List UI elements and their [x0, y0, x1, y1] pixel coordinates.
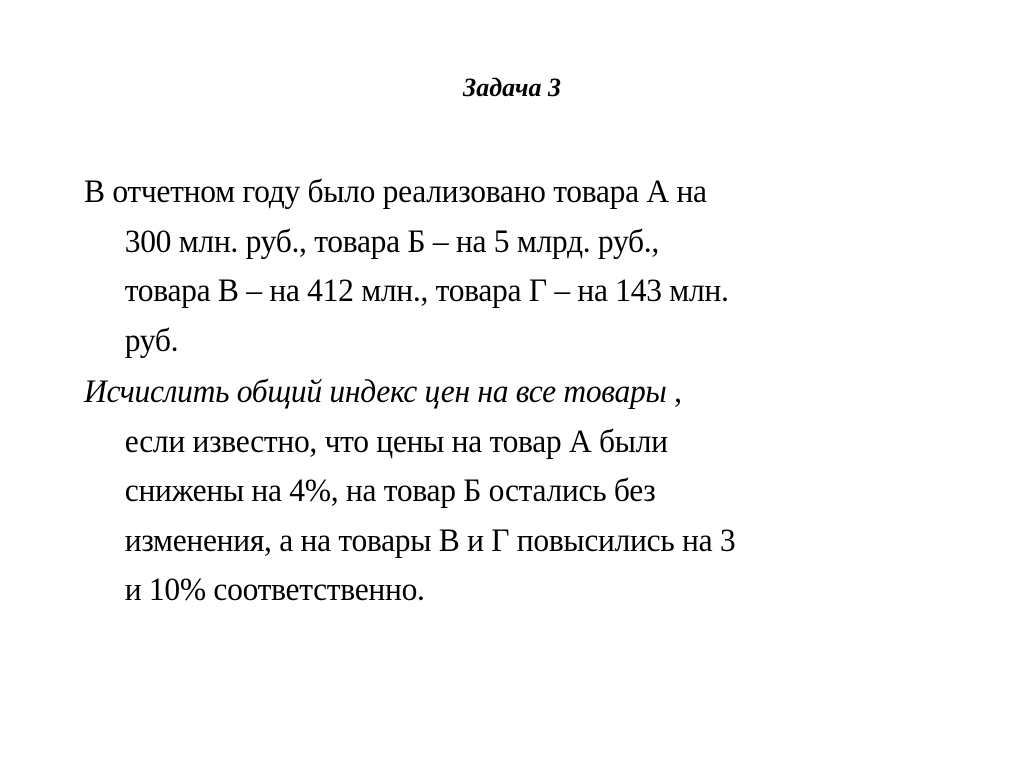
task-emphasis-tail: , [666, 374, 682, 410]
task-emphasis: Исчислить общий индекс цен на все товары [84, 374, 667, 410]
task-first-line [84, 368, 918, 418]
text-line: снижены на 4%, на товар Б остались без [124, 473, 656, 509]
text-line: руб. [124, 322, 179, 359]
text-line: если известно, что цены на товар А были [124, 423, 668, 460]
task-statement [84, 368, 918, 616]
problem-statement [84, 168, 918, 366]
text-line: В отчетном году было реализовано товара А на [84, 174, 707, 210]
text-line: изменения, а на товары В и Г повысились на 3 [124, 522, 736, 559]
slide-title: Задача 3 [463, 73, 561, 102]
text-line: и 10% соответственно. [124, 572, 425, 608]
text-line: 300 млн. руб., товара Б – на 5 млрд. руб., [124, 223, 659, 260]
text-line: товара В – на 412 млн., товара Г – на 143 млн. [124, 273, 729, 309]
